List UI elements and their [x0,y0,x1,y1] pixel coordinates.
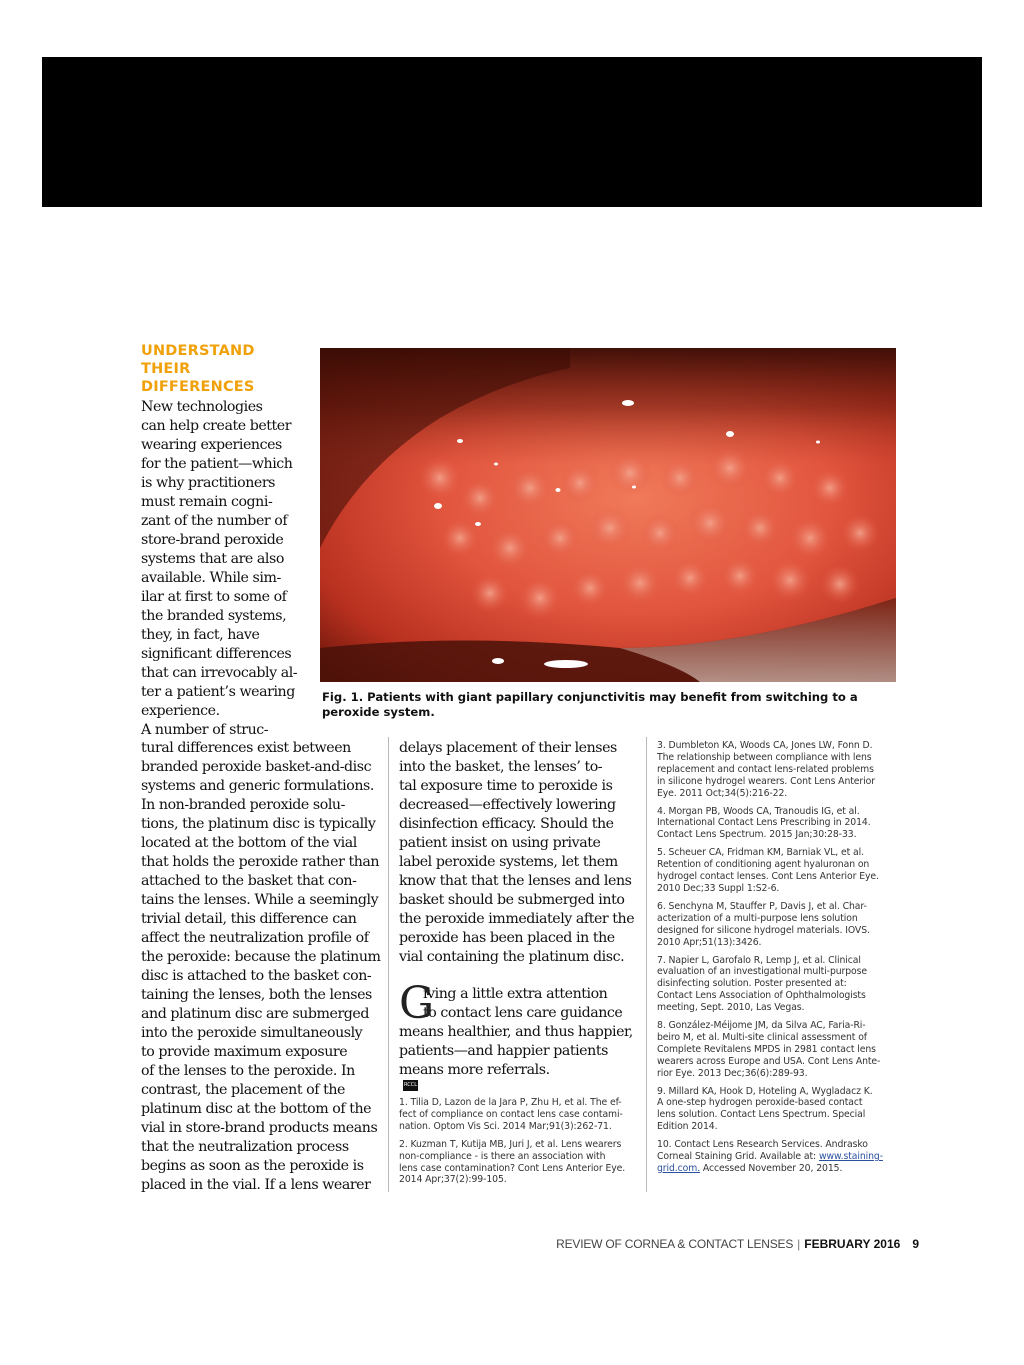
reference-line: in silicone hydrogel wearers. Cont Lens Anterior [657,775,875,787]
text-line: is why practitioners [141,475,276,491]
end-mark-badge: RCCL [403,1080,418,1091]
reference-line: lens case contamination? Cont Lens Anterior Eye. [399,1162,626,1174]
text-line: the peroxide immediately after the [399,911,635,927]
publication-name: REVIEW OF CORNEA & CONTACT LENSES [556,1237,794,1251]
section-heading-line: UNDERSTAND [141,343,255,359]
text-line: trivial detail, this difference can [141,911,357,927]
reference-line: Complete Revitalens MPDS in 2981 contact lens [657,1043,876,1055]
reference-line: 6. Senchyna M, Stauffer P, Davis J, et al. Char- [657,900,867,912]
reference-line: beiro M, et al. Multi-site clinical assessment of [657,1031,867,1043]
text-line: tains the lenses. While a seemingly [141,892,379,908]
reference-line: Edition 2014. [657,1121,718,1133]
text-line: store-brand peroxide [141,532,284,548]
text-line: tal exposure time to peroxide is [399,778,613,794]
reference-line [657,1163,883,1175]
text-line: begins as soon as the peroxide is [141,1158,364,1174]
reference-line: wearers across Europe and USA. Cont Lens Ante- [657,1055,881,1067]
text-line: the peroxide: because the platinum [141,949,381,965]
reference-line: 7. Napier L, Garofalo R, Lemp J, et al. Clinical [657,954,861,966]
caption-line: peroxide system. [322,705,435,719]
reference-line: 4. Morgan PB, Woods CA, Tranoudis IG, et al. [657,805,860,817]
reference-line: non-compliance - is there an association with [399,1150,606,1162]
body-text-column-1-narrow [141,398,297,740]
reference-item [657,1139,883,1175]
text-line: taining the lenses, both the lenses [141,987,372,1003]
reference-line: International Contact Lens Prescribing in 2014. [657,817,871,829]
reference-line: acterization of a multi-purpose lens solution [657,912,858,924]
text-line: In non-branded peroxide solu- [141,797,345,813]
paragraph-line: iving a little extra attention [423,986,608,1002]
reference-line: nation. Optom Vis Sci. 2014 Mar;91(3):262-71. [399,1120,612,1132]
reference-line: 10. Contact Lens Research Services. Andrasko [657,1139,868,1151]
column-divider [388,737,389,1192]
reference-item [657,806,883,842]
text-line: ilar at first to some of [141,589,287,605]
reference-link[interactable]: grid.com. [657,1163,701,1174]
references-list [399,1097,625,1192]
text-line: delays placement of their lenses [399,740,617,756]
text-line: disc is attached to the basket con- [141,968,372,984]
text-line: and platinum disc are submerged [141,1006,369,1022]
text-line: into the peroxide simultaneously [141,1025,363,1041]
text-line: systems that are also [141,551,284,567]
reference-line: fect of compliance on contact lens case contami- [399,1108,623,1120]
text-line: New technologies [141,399,263,415]
paragraph-line-text: means more referrals. [399,1062,550,1078]
text-line: wearing experiences [141,437,282,453]
text-line: located at the bottom of the vial [141,835,357,851]
reference-text: Corneal Staining Grid. Available at: [657,1151,819,1163]
figure-caption [322,690,882,720]
paragraph-line: to contact lens care guidance [423,1005,623,1021]
text-line: that the neutralization process [141,1139,349,1155]
text-line: for the patient—which [141,456,293,472]
text-line: of the lenses to the peroxide. In [141,1063,355,1079]
reference-item [399,1097,625,1133]
body-text-column-2 [399,739,634,967]
reference-line: Contact Lens Association of Ophthalmologists [657,990,866,1002]
reference-line: designed for silicone hydrogel materials. IOVS. [657,924,870,936]
reference-item [657,1086,883,1134]
text-line: that can irrevocably al- [141,665,298,681]
reference-line: Eye. 2011 Oct;34(5):216-22. [657,787,788,799]
reference-line: 2014 Apr;37(2):99-105. [399,1174,507,1186]
text-line: disinfection efficacy. Should the [399,816,614,832]
references-list [657,740,883,1181]
text-line: can help create better [141,418,292,434]
reference-line: rior Eye. 2013 Dec;36(6):289-93. [657,1067,808,1079]
reference-line: evaluation of an investigational multi-purpose [657,966,868,978]
drop-cap: G [399,978,434,1029]
reference-line: 2010 Dec;33 Suppl 1:S2-6. [657,882,780,894]
text-line: available. While sim- [141,570,281,586]
text-line: systems and generic formulations. [141,778,374,794]
reference-item [657,1020,883,1080]
text-line: to provide maximum exposure [141,1044,348,1060]
text-line: A number of struc- [141,722,269,738]
text-line: decreased—effectively lowering [399,797,616,813]
paragraph-line [399,1061,639,1091]
reference-line: A one-step hydrogen peroxide-based contact [657,1097,863,1109]
text-line: significant differences [141,646,292,662]
text-line: the branded systems, [141,608,287,624]
reference-link[interactable]: www.staining- [818,1151,883,1163]
text-line: know that that the lenses and lens [399,873,632,889]
text-line: ter a patient’s wearing [141,684,295,700]
reference-line: 9. Millard KA, Hook D, Hoteling A, Wygladacz K. [657,1085,873,1097]
text-line: placed in the vial. If a lens wearer [141,1177,371,1193]
text-line: attached to the basket that con- [141,873,357,889]
reference-line: meeting, Sept. 2010, Las Vegas. [657,1002,805,1014]
footer-separator: | [797,1237,801,1251]
text-line: affect the neutralization profile of [141,930,369,946]
text-line: that holds the peroxide rather than [141,854,380,870]
figure-photo-svg [320,348,896,682]
page-footer [556,1237,919,1251]
body-text-column-1 [141,739,381,1195]
text-line: tural differences exist between [141,740,351,756]
text-line: branded peroxide basket-and-disc [141,759,372,775]
reference-line: 8. González-Méijome JM, da Silva AC, Faria-Ri- [657,1020,866,1032]
reference-line: replacement and contact lens-related problems [657,763,874,775]
figure-photo-giant-papillary-conjunctivitis [320,348,896,682]
paragraph-line: means healthier, and thus happier, [399,1024,633,1040]
reference-item [657,955,883,1015]
reference-line: disinfecting solution. Poster presented at: [657,978,847,990]
reference-line: The relationship between compliance with lens [657,751,872,763]
section-heading-line: THEIR [141,361,191,377]
reference-line: Contact Lens Spectrum. 2015 Jan;30:28-33. [657,829,857,841]
text-line: experience. [141,703,220,719]
text-line: vial in store-brand products means [141,1120,378,1136]
text-line: platinum disc at the bottom of the [141,1101,372,1117]
page-number: 9 [912,1237,919,1251]
text-line: contrast, the placement of the [141,1082,345,1098]
text-line: label peroxide systems, let them [399,854,618,870]
issue-date: FEBRUARY 2016 [804,1237,901,1251]
reference-line: 1. Tilia D, Lazon de la Jara P, Zhu H, et al. The ef- [399,1097,622,1108]
reference-line: lens solution. Contact Lens Spectrum. Special [657,1109,866,1121]
text-line: vial containing the platinum disc. [399,949,625,965]
paragraph-line: patients—and happier patients [399,1043,608,1059]
reference-line: 2. Kuzman T, Kutija MB, Juri J, et al. Lens wearers [399,1138,622,1150]
text-line: basket should be submerged into [399,892,625,908]
caption-line: Fig. 1. Patients with giant papillary conjunctivitis may benefit from switching to a [322,690,858,704]
top-banner-image [42,57,982,207]
reference-line: Retention of conditioning agent hyaluronan on [657,859,870,871]
reference-line: 2010 Apr;51(13):3426. [657,936,762,948]
reference-item [657,901,883,949]
reference-line [657,1151,883,1163]
reference-line: hydrogel contact lenses. Cont Lens Anterior Eye. [657,871,879,883]
text-line: patient insist on using private [399,835,601,851]
text-line: peroxide has been placed in the [399,930,615,946]
section-heading [141,342,291,396]
text-line: into the basket, the lenses’ to- [399,759,603,775]
reference-line: 5. Scheuer CA, Fridman KM, Barniak VL, et al. [657,847,864,859]
reference-line: 3. Dumbleton KA, Woods CA, Jones LW, Fonn D. [657,740,873,751]
reference-item [657,740,883,800]
text-line: zant of the number of [141,513,288,529]
reference-item [657,847,883,895]
reference-text: Accessed November 20, 2015. [700,1163,843,1174]
closing-paragraph [399,978,639,1091]
reference-item [399,1139,625,1187]
column-divider [646,737,647,1192]
text-line: must remain cogni- [141,494,273,510]
section-heading-line: DIFFERENCES [141,379,255,395]
text-line: they, in fact, have [141,627,260,643]
text-line: tions, the platinum disc is typically [141,816,376,832]
